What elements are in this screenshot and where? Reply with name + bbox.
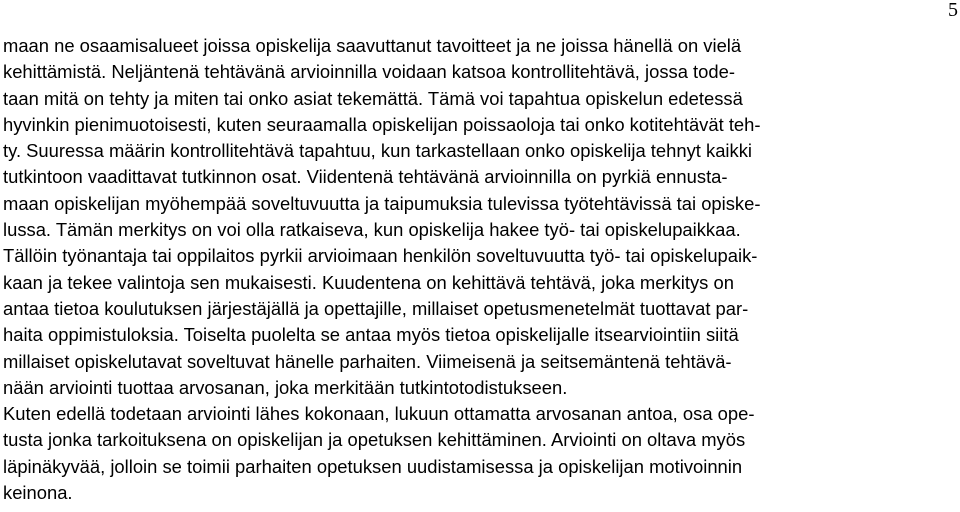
text-line: Kuten edellä todetaan arviointi lähes kokonaan, lukuun ottamatta arvosanan antoa, osa ope-: [3, 403, 755, 425]
text-line: taan mitä on tehty ja miten tai onko asiat tekemättä. Tämä voi tapahtua opiskelun edetessä: [3, 87, 743, 109]
text-line: Tällöin työnantaja tai oppilaitos pyrkii arvioimaan henkilön soveltuvuutta työ- tai opiskelupaik-: [3, 245, 758, 267]
text-line: maan opiskelijan myöhempää soveltuvuutta ja taipumuksia tulevissa työtehtävissä tai opiske-: [3, 192, 761, 214]
page-number: 5: [948, 0, 958, 21]
text-line: kehittämistä. Neljäntenä tehtävänä arvioinnilla voidaan katsoa kontrollitehtävä, jossa tode-: [3, 61, 735, 83]
text-line: haita oppimistuloksia. Toiselta puolelta se antaa myös tietoa opiskelijalle itsearviointiin siitä: [3, 324, 739, 346]
text-line: kaan ja tekee valintoja sen mukaisesti. Kuudentena on kehittävä tehtävä, joka merkitys on: [3, 271, 734, 293]
text-line: tusta jonka tarkoituksena on opiskelijan ja opetuksen kehittäminen. Arviointi on oltava myös: [3, 429, 746, 451]
text-line: nään arviointi tuottaa arvosanan, joka merkitään tutkintotodistukseen.: [3, 376, 568, 398]
body-text: [3, 33, 955, 506]
text-line: keinona.: [3, 482, 73, 504]
text-line: lussa. Tämän merkitys on voi olla ratkaiseva, kun opiskelija hakee työ- tai opiskelupaikkaa.: [3, 219, 741, 241]
text-line: millaiset opiskelutavat soveltuvat hänelle parhaiten. Viimeisenä ja seitsemäntenä tehtävä-: [3, 350, 732, 372]
text-line: antaa tietoa koulutuksen järjestäjällä ja opettajille, millaiset opetusmenetelmät tuottavat par-: [3, 297, 749, 319]
text-line: ty. Suuressa määrin kontrollitehtävä tapahtuu, kun tarkastellaan onko opiskelija tehnyt kaikki: [3, 140, 752, 162]
text-line: hyvinkin pienimuotoisesti, kuten seuraamalla opiskelijan poissaoloja tai onko kotitehtävät teh-: [3, 113, 761, 135]
text-line: tutkintoon vaadittavat tutkinnon osat. Viidentenä tehtävänä arvioinnilla on pyrkiä ennusta-: [3, 166, 728, 188]
text-line: maan ne osaamisalueet joissa opiskelija saavuttanut tavoitteet ja ne joissa hänellä on vielä: [3, 35, 742, 56]
text-line: läpinäkyvää, jolloin se toimii parhaiten opetuksen uudistamisessa ja opiskelijan motivoinnin: [3, 455, 743, 477]
